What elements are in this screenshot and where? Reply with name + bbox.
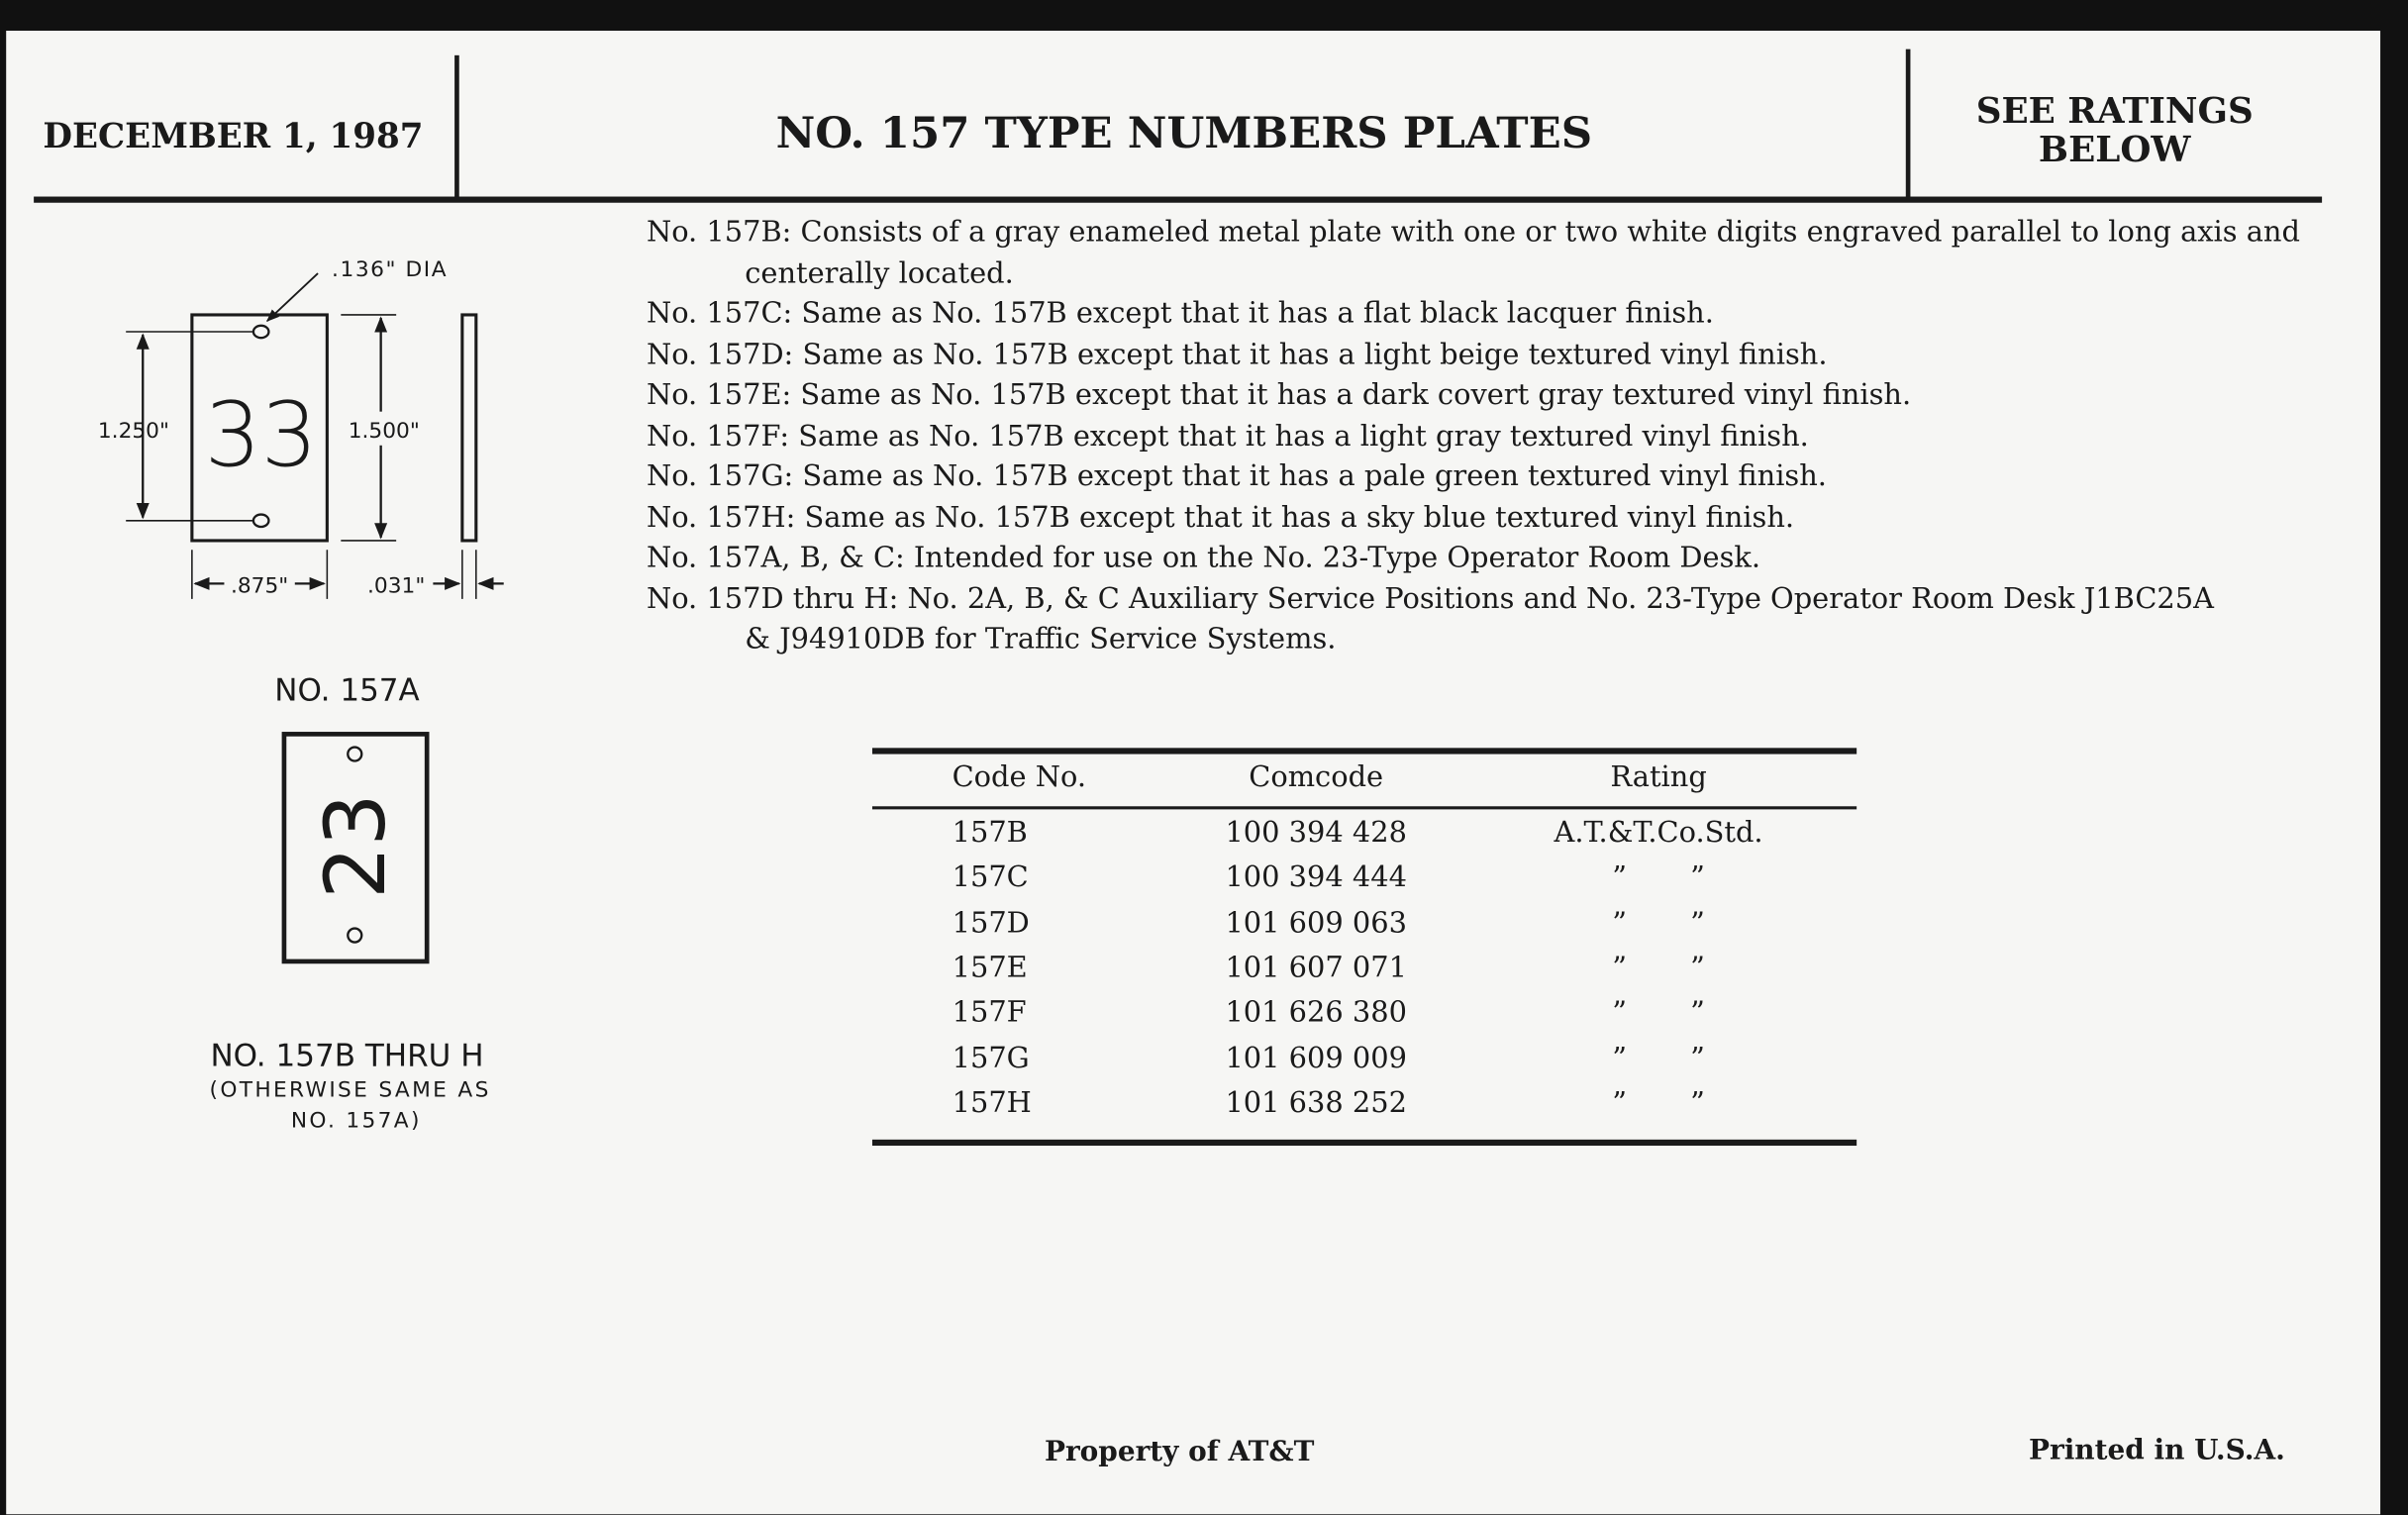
plate-b-label: NO. 157B THRU H [210, 1038, 484, 1074]
table-cell-rating: ” ” [1612, 996, 1705, 1030]
table-cell-comcode: 101 609 063 [1225, 907, 1407, 940]
plate-a-digits: 33 [204, 383, 318, 487]
column-header-comcode: Comcode [1249, 761, 1384, 794]
table-cell-comcode: 100 394 444 [1225, 861, 1407, 895]
mounting-hole-top [253, 326, 269, 338]
hole-diameter-label: .136" DIA [332, 257, 449, 283]
table-cell-rating: ” ” [1612, 952, 1705, 985]
table-cell-rating: ” ” [1612, 907, 1705, 940]
description-line: No. 157D thru H: No. 2A, B, & C Auxiliary Service Positions and No. 23-Type Operator Room Desk J1BC25A [646, 582, 2214, 616]
footer-printed: Printed in U.S.A. [2028, 1434, 2285, 1467]
mounting-hole-bottom [253, 515, 269, 527]
document-date: DECEMBER 1, 1987 [43, 116, 424, 157]
description-continuation: centerally located. [745, 256, 1014, 290]
table-cell-comcode: 100 394 428 [1225, 817, 1407, 850]
hole-spacing-label: 1.250" [97, 419, 169, 445]
table-cell-code: 157F [952, 996, 1027, 1030]
table-cell-comcode: 101 607 071 [1225, 952, 1407, 985]
table-cell-comcode: 101 638 252 [1225, 1086, 1407, 1120]
column-header-rating: Rating [1610, 761, 1707, 794]
ratings-note-line2: BELOW [2038, 129, 2191, 171]
plate-b-note-line2: NO. 157A) [290, 1108, 422, 1134]
plate-b-note-line1: (OTHERWISE SAME AS [209, 1077, 491, 1103]
table-cell-comcode: 101 626 380 [1225, 996, 1407, 1030]
table-cell-rating: ” ” [1612, 1042, 1705, 1074]
plate-side-view [462, 315, 476, 541]
description-line: No. 157D: Same as No. 157B except that it has a light beige textured vinyl finish. [646, 338, 1828, 371]
description-line: No. 157F: Same as No. 157B except that it has a light gray textured vinyl finish. [646, 420, 1809, 453]
table-cell-code: 157H [952, 1086, 1032, 1120]
description-line: No. 157E: Same as No. 157B except that it has a dark covert gray textured vinyl finish. [646, 379, 1912, 412]
table-cell-rating: ” ” [1612, 1086, 1705, 1120]
plate-b-digits: 23 [306, 793, 404, 899]
description-line: No. 157A, B, & C: Intended for use on the No. 23-Type Operator Room Desk. [646, 542, 1761, 575]
table-cell-code: 157E [952, 952, 1028, 985]
table-cell-code: 157D [952, 907, 1030, 940]
table-cell-comcode: 101 609 009 [1225, 1042, 1407, 1074]
description-line: No. 157H: Same as No. 157B except that it has a sky blue textured vinyl finish. [646, 501, 1795, 534]
plate-b-hole-bottom [348, 929, 361, 943]
table-cell-rating: A.T.&T.Co.Std. [1554, 817, 1763, 850]
footer-property: Property of AT&T [1044, 1436, 1315, 1468]
description-line: No. 157C: Same as No. 157B except that it has a flat black lacquer finish. [646, 297, 1714, 331]
height-label: 1.500" [348, 419, 420, 445]
page-title: NO. 157 TYPE NUMBERS PLATES [775, 107, 1593, 158]
table-cell-rating: ” ” [1612, 861, 1705, 895]
description-line: No. 157B: Consists of a gray enameled metal plate with one or two white digits engraved parallel to long axis and [646, 216, 2300, 250]
description-continuation: & J94910DB for Traffic Service Systems. [745, 623, 1337, 656]
ratings-note-line1: SEE RATINGS [1975, 90, 2254, 133]
column-header-code: Code No. [952, 761, 1087, 794]
description-line: No. 157G: Same as No. 157B except that it has a pale green textured vinyl finish. [646, 460, 1827, 493]
plate-a-label: NO. 157A [274, 672, 420, 709]
plate-b-hole-top [348, 748, 361, 761]
thickness-label: .031" [367, 573, 426, 599]
table-cell-code: 157B [952, 817, 1028, 850]
table-cell-code: 157G [952, 1042, 1030, 1074]
table-cell-code: 157C [952, 861, 1029, 895]
width-label: .875" [230, 573, 289, 599]
